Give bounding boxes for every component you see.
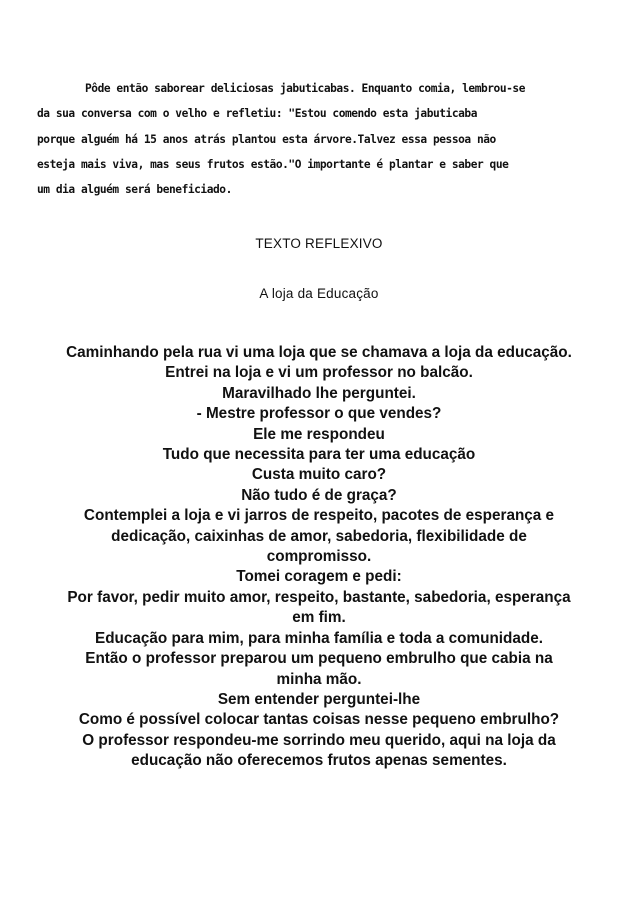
intro-line: Pôde então saborear deliciosas jabuticabas. Enquanto comia, lembrou-se — [85, 82, 525, 95]
intro-paragraph — [37, 76, 607, 202]
poem-line: minha mão. — [276, 670, 362, 688]
poem-line: Sem entender perguntei-lhe — [217, 690, 421, 708]
poem-line: Como é possível colocar tantas coisas nesse pequeno embrulho? — [78, 711, 560, 729]
poem-line: dedicação, caixinhas de amor, sabedoria, flexibilidade de — [111, 527, 527, 545]
poem-line: Tomei coragem e pedi: — [236, 568, 402, 586]
poem-line: Ele me respondeu — [253, 425, 385, 443]
poem-line: Educação para mim, para minha família e toda a comunidade. — [95, 629, 543, 647]
poem-line: Maravilhado lhe perguntei. — [222, 384, 416, 402]
section-title: TEXTO REFLEXIVO — [255, 236, 383, 251]
poem-line: - Mestre professor o que vendes? — [196, 405, 442, 423]
intro-line: da sua conversa com o velho e refletiu: "Estou comendo esta jabuticaba — [37, 107, 477, 121]
poem-line: Então o professor preparou um pequeno embrulho que cabia na — [85, 650, 553, 668]
section-subtitle: A loja da Educação — [259, 286, 379, 301]
poem-line: Entrei na loja e vi um professor no balcão. — [165, 364, 473, 382]
poem-line: Caminhando pela rua vi uma loja que se chamava a loja da educação. — [66, 344, 572, 361]
poem-line: O professor respondeu-me sorrindo meu querido, aqui na loja da — [82, 731, 556, 749]
reflective-text — [30, 343, 608, 772]
poem-line: Tudo que necessita para ter uma educação — [162, 446, 476, 464]
intro-line: um dia alguém será beneficiado. — [37, 183, 232, 197]
poem-line: compromisso. — [266, 548, 372, 566]
poem-line: em fim. — [292, 609, 346, 627]
poem-line: Custa muito caro? — [251, 466, 387, 484]
poem-line: Não tudo é de graça? — [241, 486, 397, 504]
intro-line: esteja mais viva, mas seus frutos estão."O importante é plantar e saber que — [37, 157, 509, 171]
poem-line: Por favor, pedir muito amor, respeito, bastante, sabedoria, esperança — [67, 588, 571, 606]
poem-line: educação não oferecemos frutos apenas sementes. — [131, 752, 507, 770]
intro-line: porque alguém há 15 anos atrás plantou esta árvore.Talvez essa pessoa não — [37, 132, 496, 146]
poem-line: Contemplei a loja e vi jarros de respeito, pacotes de esperança e — [83, 507, 555, 525]
